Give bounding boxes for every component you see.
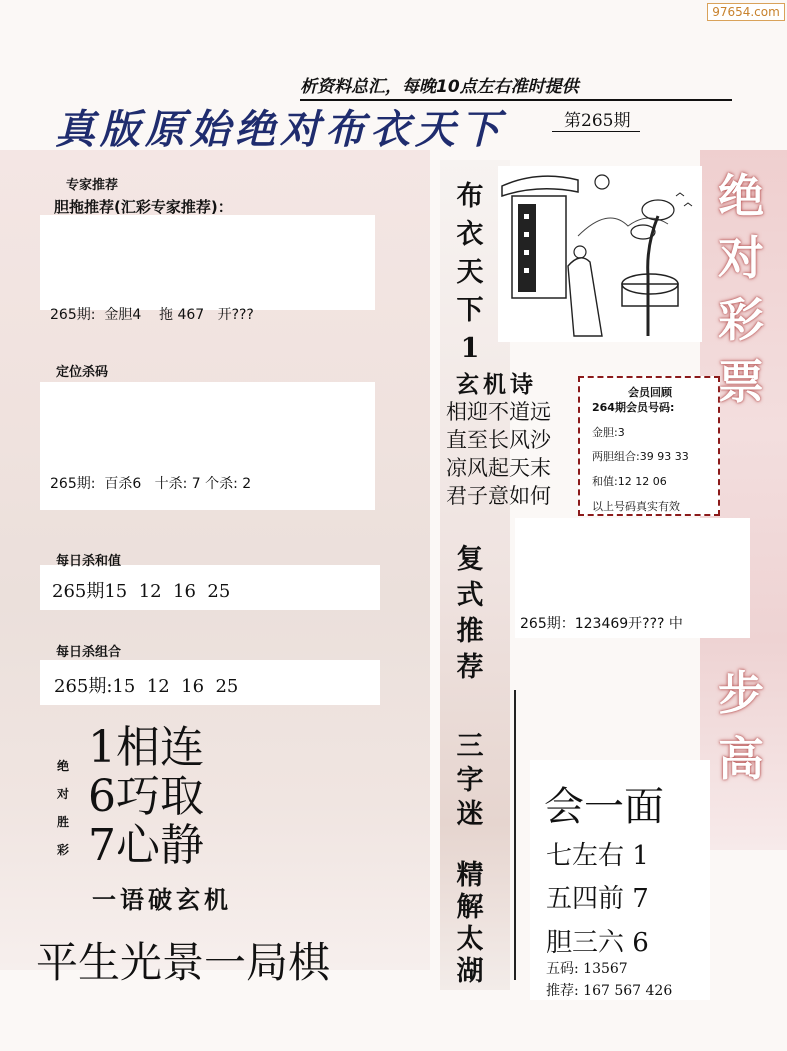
right-big-chars-top: 绝 对 彩 票 — [718, 169, 764, 409]
right-big-chars-bottom: 步 高 — [718, 666, 764, 786]
scholar-illustration — [498, 166, 702, 342]
issue-label: 第265期 — [552, 106, 640, 132]
kill-combo-heading: 每日杀组合 — [56, 645, 122, 660]
vertical-title-taihu: 精 解 太 湖 — [456, 860, 484, 987]
kill-position-line: 265期: 百杀6 十杀: 7 个杀: 2 — [50, 476, 252, 492]
five-code: 五码: 13567 — [546, 961, 628, 977]
meet-line-1: 七左右 1 — [546, 841, 649, 871]
meet-line-3: 胆三六 6 — [546, 928, 649, 958]
vertical-title-buyi: 布 衣 天 下 1 — [456, 181, 484, 364]
expert-line: 265期: 金胆4 拖 467 开??? — [50, 307, 254, 323]
member-title: 会员回顾 — [628, 386, 672, 399]
kill-position-heading: 定位杀码 — [56, 365, 109, 380]
combo-line: 265期：123469开??? 中 — [520, 616, 683, 632]
kill-sum-line: 265期15 12 16 25 — [52, 581, 231, 602]
expert-subheading: 胆拖推荐(汇彩专家推荐)： — [54, 198, 233, 216]
clue-line-3: 7心静 — [88, 820, 204, 871]
slogan: 一语破玄机 — [92, 886, 232, 914]
poem: 相迎不道远 直至长风沙 凉风起天末 君子意如何 — [446, 400, 551, 508]
kill-sum-heading: 每日杀和值 — [56, 554, 122, 569]
vertical-title-compound: 复 式 推 荐 — [456, 544, 484, 683]
member-review-box — [578, 376, 720, 516]
member-pair: 两胆组合:39 93 33 — [592, 450, 689, 463]
member-subtitle: 264期会员号码: — [592, 401, 675, 414]
middle-divider — [514, 690, 516, 980]
site-watermark[interactable]: 97654.com — [707, 3, 785, 21]
recommend: 推荐: 167 567 426 — [546, 983, 673, 999]
poem-title: 玄机诗 — [456, 372, 537, 398]
clue-line-2: 6巧取 — [88, 771, 204, 822]
header-topline: 析资料总汇，每晚10点左右准时提供 — [300, 72, 732, 101]
kill-combo-line: 265期:15 12 16 25 — [54, 676, 239, 697]
member-sum: 和值:12 12 06 — [592, 475, 667, 488]
member-note: 以上号码真实有效 — [592, 500, 680, 513]
absolute-win-vertical: 绝 对 胜 彩 — [56, 759, 69, 857]
meet-title: 会一面 — [544, 784, 664, 830]
expert-box — [40, 215, 375, 310]
meet-line-2: 五四前 7 — [546, 884, 649, 914]
expert-heading: 专家推荐 — [66, 178, 119, 193]
clue-line-1: 1相连 — [88, 722, 204, 773]
vertical-title-riddle: 三 字 迷 — [456, 731, 484, 830]
page-title: 真版原始绝对布衣天下 — [55, 106, 505, 153]
member-dan: 金胆:3 — [592, 426, 625, 439]
final-line: 平生光景一局棋 — [36, 938, 331, 987]
